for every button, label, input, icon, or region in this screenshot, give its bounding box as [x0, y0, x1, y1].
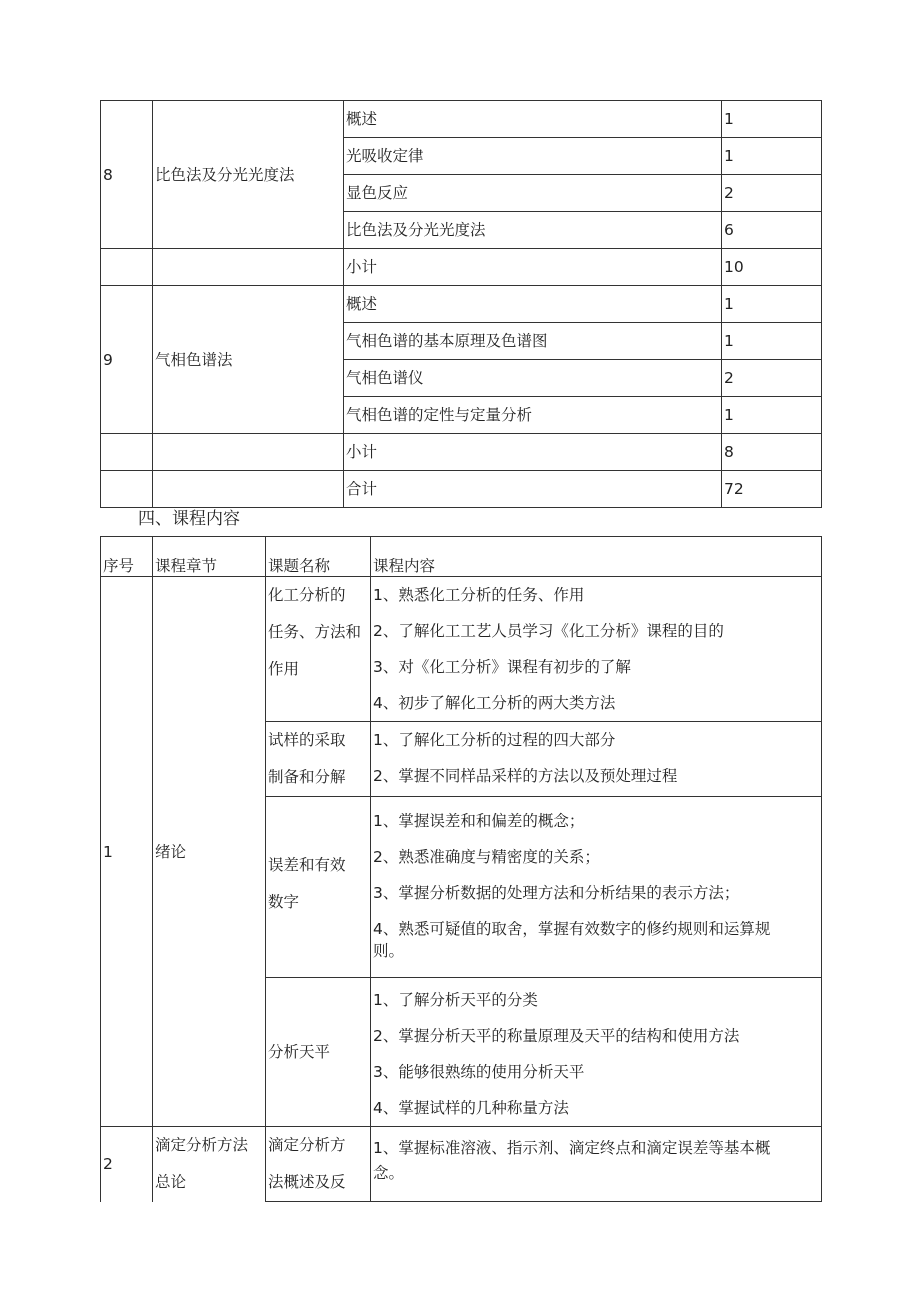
subtotal-row	[101, 249, 822, 286]
header-chapter: 课程章节	[153, 537, 266, 577]
content-item: 1、熟悉化工分析的任务、作用	[373, 586, 585, 604]
empty-cell	[101, 471, 153, 508]
topic-name	[266, 797, 371, 978]
content-item: 4、熟悉可疑值的取舍，掌握有效数字的修约规则和运算规	[373, 920, 771, 938]
topic-name: 概述	[344, 286, 722, 323]
empty-cell	[101, 249, 153, 286]
table-row	[101, 101, 822, 138]
chapter-name: 比色法及分光光度法	[153, 101, 344, 249]
hours-table	[100, 100, 822, 508]
subtotal-label: 小计	[344, 249, 722, 286]
topic-name: 显色反应	[344, 175, 722, 212]
topic-line: 任务、方法和	[268, 623, 362, 641]
chapter-line: 滴定分析方法	[155, 1136, 249, 1154]
empty-cell	[101, 434, 153, 471]
topic-hours: 6	[722, 212, 822, 249]
topic-line: 试样的采取	[268, 731, 346, 749]
empty-cell	[153, 249, 344, 286]
topic-name: 分析天平	[266, 978, 371, 1127]
chapter-number: 9	[101, 286, 153, 434]
content-item: 4、初步了解化工分析的两大类方法	[373, 694, 616, 712]
chapter-name	[153, 1127, 266, 1202]
topic-hours: 2	[722, 175, 822, 212]
topic-line: 作用	[268, 660, 300, 678]
topic-hours: 1	[722, 397, 822, 434]
chapter-line: 总论	[155, 1173, 187, 1191]
chapter-number: 1	[101, 577, 153, 1127]
header-topic: 课题名称	[266, 537, 371, 577]
table-row	[101, 1127, 822, 1202]
topic-name: 气相色谱仪	[344, 360, 722, 397]
topic-line: 化工分析的	[268, 586, 346, 604]
empty-cell	[153, 434, 344, 471]
topic-content	[371, 978, 822, 1127]
chapter-name: 气相色谱法	[153, 286, 344, 434]
total-hours: 72	[722, 471, 822, 508]
content-item: 2、掌握分析天平的称量原理及天平的结构和使用方法	[373, 1027, 740, 1045]
topic-hours: 1	[722, 138, 822, 175]
topic-name: 比色法及分光光度法	[344, 212, 722, 249]
topic-content	[371, 797, 822, 978]
content-table	[100, 536, 822, 1202]
content-item: 1、了解化工分析的过程的四大部分	[373, 731, 616, 749]
topic-name: 概述	[344, 101, 722, 138]
topic-hours: 1	[722, 286, 822, 323]
topic-content	[371, 1127, 822, 1202]
content-item: 1、掌握误差和和偏差的概念；	[373, 812, 585, 830]
content-item: 则。	[373, 942, 405, 960]
topic-name: 光吸收定律	[344, 138, 722, 175]
topic-name	[266, 722, 371, 797]
table-row	[101, 286, 822, 323]
content-item: 1、掌握标准溶液、指示剂、滴定终点和滴定误差等基本概	[373, 1139, 771, 1157]
subtotal-row	[101, 434, 822, 471]
topic-line: 制备和分解	[268, 768, 346, 786]
topic-name: 气相色谱的定性与定量分析	[344, 397, 722, 434]
total-label: 合计	[344, 471, 722, 508]
topic-line: 滴定分析方	[268, 1136, 346, 1154]
content-item: 3、掌握分析数据的处理方法和分析结果的表示方法；	[373, 884, 740, 902]
topic-content	[371, 577, 822, 722]
chapter-name: 绪论	[153, 577, 266, 1127]
content-item: 3、能够很熟练的使用分析天平	[373, 1063, 585, 1081]
table-row	[101, 577, 822, 722]
topic-hours: 1	[722, 101, 822, 138]
content-item: 念。	[373, 1164, 405, 1182]
content-item: 2、了解化工工艺人员学习《化工分析》课程的目的	[373, 622, 724, 640]
content-item: 2、掌握不同样品采样的方法以及预处理过程	[373, 767, 678, 785]
content-item: 3、对《化工分析》课程有初步的了解	[373, 658, 631, 676]
chapter-number: 2	[101, 1127, 153, 1202]
subtotal-label: 小计	[344, 434, 722, 471]
topic-name	[266, 577, 371, 722]
content-item: 2、熟悉准确度与精密度的关系；	[373, 848, 600, 866]
header-row	[101, 537, 822, 577]
section-heading: 四、课程内容	[138, 509, 240, 529]
subtotal-hours: 10	[722, 249, 822, 286]
total-row	[101, 471, 822, 508]
topic-hours: 1	[722, 323, 822, 360]
header-no: 序号	[101, 537, 153, 577]
chapter-number: 8	[101, 101, 153, 249]
header-content: 课程内容	[371, 537, 822, 577]
topic-line: 数字	[268, 893, 300, 911]
topic-line: 法概述及反	[268, 1173, 346, 1191]
topic-name	[266, 1127, 371, 1202]
content-item: 1、了解分析天平的分类	[373, 991, 538, 1009]
topic-line: 误差和有效	[268, 856, 346, 874]
topic-name: 气相色谱的基本原理及色谱图	[344, 323, 722, 360]
topic-hours: 2	[722, 360, 822, 397]
content-item: 4、掌握试样的几种称量方法	[373, 1099, 569, 1117]
empty-cell	[153, 471, 344, 508]
subtotal-hours: 8	[722, 434, 822, 471]
topic-content	[371, 722, 822, 797]
